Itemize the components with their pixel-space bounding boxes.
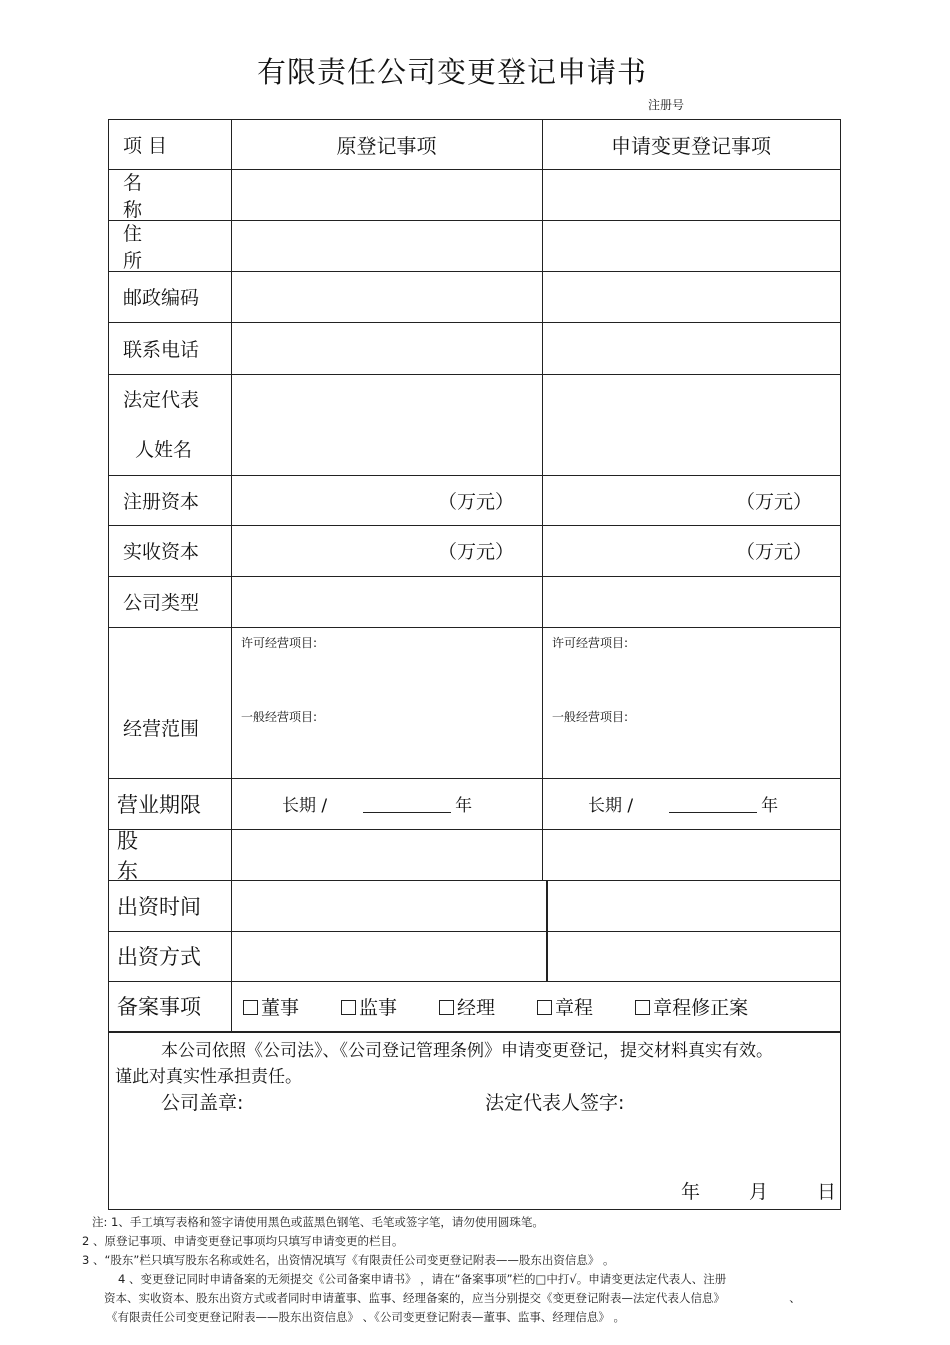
note-1: 注: 1、手工填写表格和签字请使用黑色或蓝黑色钢笔、毛笔或签字笔，请勿使用圆珠笔。 <box>92 1215 544 1229</box>
filing-option-label: 经理 <box>457 996 496 1019</box>
original-phone-field[interactable] <box>231 322 542 374</box>
change-phone-field[interactable] <box>542 322 840 374</box>
row-label-shareholder <box>109 828 231 883</box>
change-scope-licensed: 许可经营项目: <box>552 636 629 650</box>
checkbox-icon[interactable] <box>537 1000 552 1015</box>
registration-number-label: 注册号 <box>648 98 685 112</box>
checkbox-icon[interactable] <box>341 1000 356 1015</box>
original-postcode-field[interactable] <box>231 271 542 322</box>
application-form-table <box>108 119 841 1210</box>
note-4-end: 《有限责任公司变更登记附表——股东出资信息》 、《公司变更登记附表—董事、监事、经理信息》 。 <box>106 1310 626 1324</box>
declaration-line1: 本公司依照《公司法》、《公司登记管理条例》申请变更登记，提交材料真实有效。 <box>161 1041 773 1061</box>
row-label-contrib-method: 出资方式 <box>117 945 201 969</box>
legal-rep-label-line2: 人姓名 <box>135 438 193 461</box>
change-shareholder-field[interactable] <box>542 829 840 880</box>
declaration-line2: 谨此对真实性承担责任。 <box>115 1067 302 1087</box>
filing-option-label: 监事 <box>359 996 398 1019</box>
header-original: 原登记事项 <box>336 134 437 158</box>
original-paid-capital-field[interactable]: （万元） <box>437 541 514 563</box>
note-4-cont-mark: 、 <box>789 1291 801 1305</box>
legal-rep-label-line1: 法定代表 <box>123 388 200 411</box>
change-contrib-method-field[interactable] <box>546 931 840 981</box>
original-term-field[interactable] <box>231 778 542 829</box>
checkbox-icon[interactable] <box>439 1000 454 1015</box>
change-contrib-time-field[interactable] <box>546 880 840 931</box>
original-address-field[interactable] <box>231 220 542 271</box>
row-label-address <box>109 220 231 271</box>
original-legal-rep-field[interactable] <box>231 374 542 475</box>
original-scope-general: 一般经营项目: <box>241 710 318 724</box>
checkbox-icon[interactable] <box>243 1000 258 1015</box>
change-legal-rep-field[interactable] <box>542 374 840 475</box>
note-3: 3 、“股东”栏只填写股东名称或姓名，出资情况填写《有限责任公司变更登记附表——股东出资信息》 。 <box>82 1253 615 1267</box>
original-scope-field[interactable] <box>231 627 542 778</box>
change-scope-general: 一般经营项目: <box>552 710 629 724</box>
row-label-name <box>109 169 231 220</box>
original-name-field[interactable] <box>231 169 542 220</box>
note-2: 2 、原登记事项、申请变更登记事项均只填写申请变更的栏目。 <box>82 1234 404 1248</box>
row-label-paid-capital: 实收资本 <box>123 541 200 563</box>
change-term-long: 长期 / <box>588 796 634 816</box>
filing-option-articles[interactable] <box>537 993 593 1020</box>
change-term-year: 年 <box>761 796 779 816</box>
row-label-name-text: 名 称 <box>123 171 173 221</box>
row-label-shareholder-text: 股 东 <box>117 828 160 883</box>
original-term-years-blank[interactable] <box>363 794 451 813</box>
header-item-text: 项 目 <box>123 135 168 157</box>
row-label-company-type: 公司类型 <box>123 592 200 614</box>
original-term-year: 年 <box>455 796 473 816</box>
row-label-term: 营业期限 <box>117 792 201 817</box>
change-address-field[interactable] <box>542 220 840 271</box>
original-contrib-time-field[interactable] <box>231 880 546 931</box>
row-label-postcode: 邮政编码 <box>123 287 200 309</box>
change-reg-capital-field[interactable]: （万元） <box>735 490 812 513</box>
change-company-type-field[interactable] <box>542 576 840 627</box>
row-label-legal-rep <box>109 374 231 475</box>
change-term-years-blank[interactable] <box>669 794 757 813</box>
original-company-type-field[interactable] <box>231 576 542 627</box>
filing-option-label: 章程修正案 <box>653 996 749 1019</box>
checkbox-icon[interactable] <box>635 1000 650 1015</box>
filing-option-manager[interactable] <box>439 993 495 1020</box>
row-label-address-text: 住 所 <box>123 222 173 272</box>
row-label-reg-capital: 注册资本 <box>123 490 200 513</box>
change-term-field[interactable] <box>542 778 840 829</box>
date-year-label: 年 <box>681 1181 701 1203</box>
form-notes <box>82 1213 886 1327</box>
note-4-cont-text: 资本、实收资本、股东出资方式或者同时申请董事、监事、经理备案的，应当分别提交《变更登记附表—法定代表人信息》 <box>104 1291 720 1305</box>
declaration-section <box>109 1032 840 1209</box>
change-name-field[interactable] <box>542 169 840 220</box>
original-shareholder-field[interactable] <box>231 829 542 880</box>
form-title: 有限责任公司变更登记申请书 <box>256 55 647 89</box>
filing-option-label: 章程 <box>555 996 594 1019</box>
note-4-cont <box>104 1289 886 1308</box>
company-seal-label: 公司盖章: <box>161 1092 244 1114</box>
change-postcode-field[interactable] <box>542 271 840 322</box>
header-item <box>109 120 231 169</box>
note-4: 4 、变更登记同时申请备案的无须提交《公司备案申请书》 ，请在“备案事项”栏的□中打√。申请变更法定代表人、注册 <box>118 1272 727 1286</box>
filing-option-label: 董事 <box>261 996 300 1019</box>
header-change: 申请变更登记事项 <box>611 134 771 158</box>
filing-option-directors[interactable] <box>243 993 299 1020</box>
change-scope-field[interactable] <box>542 627 840 778</box>
legal-rep-signature-label: 法定代表人签字: <box>485 1092 625 1114</box>
row-label-filing: 备案事项 <box>117 995 201 1019</box>
filing-option-articles-amendment[interactable] <box>635 993 748 1020</box>
row-label-phone: 联系电话 <box>123 338 200 361</box>
change-paid-capital-field[interactable]: （万元） <box>735 541 812 563</box>
date-day-label: 日 <box>817 1181 837 1203</box>
original-reg-capital-field[interactable]: （万元） <box>437 490 514 513</box>
original-contrib-method-field[interactable] <box>231 931 546 981</box>
row-label-contrib-time: 出资时间 <box>117 894 201 919</box>
original-term-long: 长期 / <box>282 796 328 816</box>
original-scope-licensed: 许可经营项目: <box>241 636 318 650</box>
row-label-scope: 经营范围 <box>123 718 200 740</box>
filing-option-supervisors[interactable] <box>341 993 397 1020</box>
filing-options <box>231 981 840 1031</box>
date-month-label: 月 <box>749 1181 769 1203</box>
